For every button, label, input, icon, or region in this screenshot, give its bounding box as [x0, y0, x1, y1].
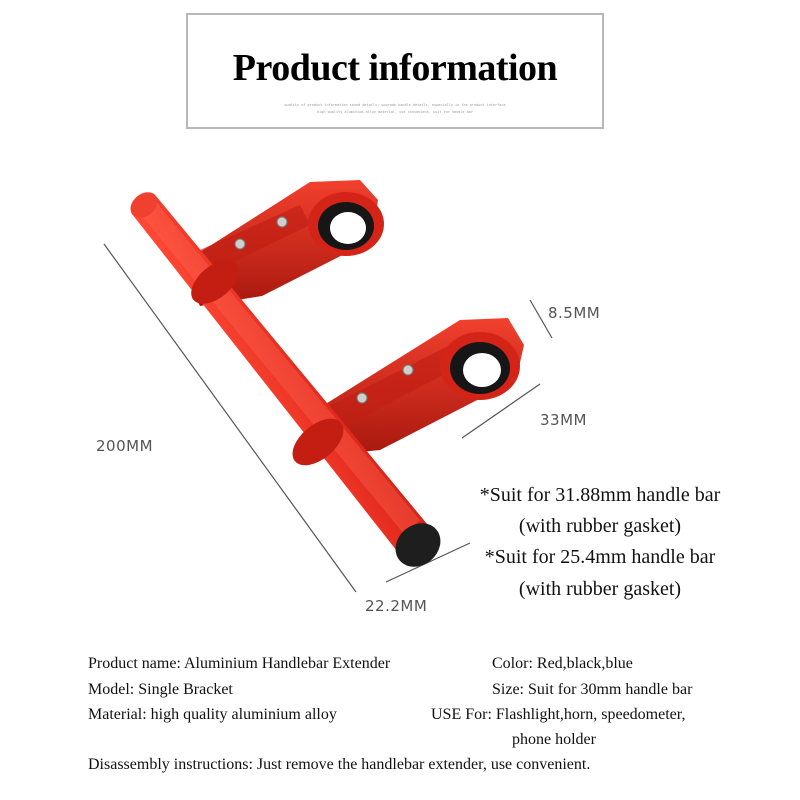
- spec-use-for: USE For: Flashlight,horn, speedometer,: [431, 706, 686, 723]
- spec-use-for-continued: phone holder: [512, 731, 596, 748]
- spec-material: Material: high quality aluminium alloy: [88, 706, 337, 723]
- suitability-line-2: (with rubber gasket): [518, 515, 682, 537]
- dimension-clamp-width-label: 8.5MM: [548, 304, 601, 322]
- dimension-length-label: 200MM: [96, 437, 154, 455]
- page-title: Product information: [232, 47, 558, 89]
- spec-product-name: Product name: Aluminium Handlebar Extender: [88, 655, 391, 672]
- spec-size: Size: Suit for 30mm handle bar: [492, 681, 693, 698]
- spec-disassembly-instructions: Disassembly instructions: Just remove the handlebar extender, use convenient.: [88, 756, 591, 773]
- spec-model: Model: Single Bracket: [88, 681, 233, 698]
- dimension-tube-diameter-label: 22.2MM: [365, 597, 428, 615]
- screw-icon: [403, 365, 413, 375]
- spec-color: Color: Red,black,blue: [492, 655, 633, 672]
- screw-icon: [277, 217, 287, 227]
- suitability-line-3: *Suit for 25.4mm handle bar: [484, 546, 716, 568]
- screw-icon: [235, 239, 245, 249]
- dimension-clamp-spacing-label: 33MM: [540, 411, 587, 429]
- suitability-line-1: *Suit for 31.88mm handle bar: [479, 484, 721, 506]
- screw-icon: [357, 393, 367, 403]
- title-subtext-line-1: quality of product information sound details; upgrade handle details, especially in the product interface: [284, 103, 506, 107]
- suitability-line-4: (with rubber gasket): [518, 578, 682, 600]
- title-subtext-line-2: high quality aluminium alloy material, use convenient, suit for handle bar: [317, 110, 473, 114]
